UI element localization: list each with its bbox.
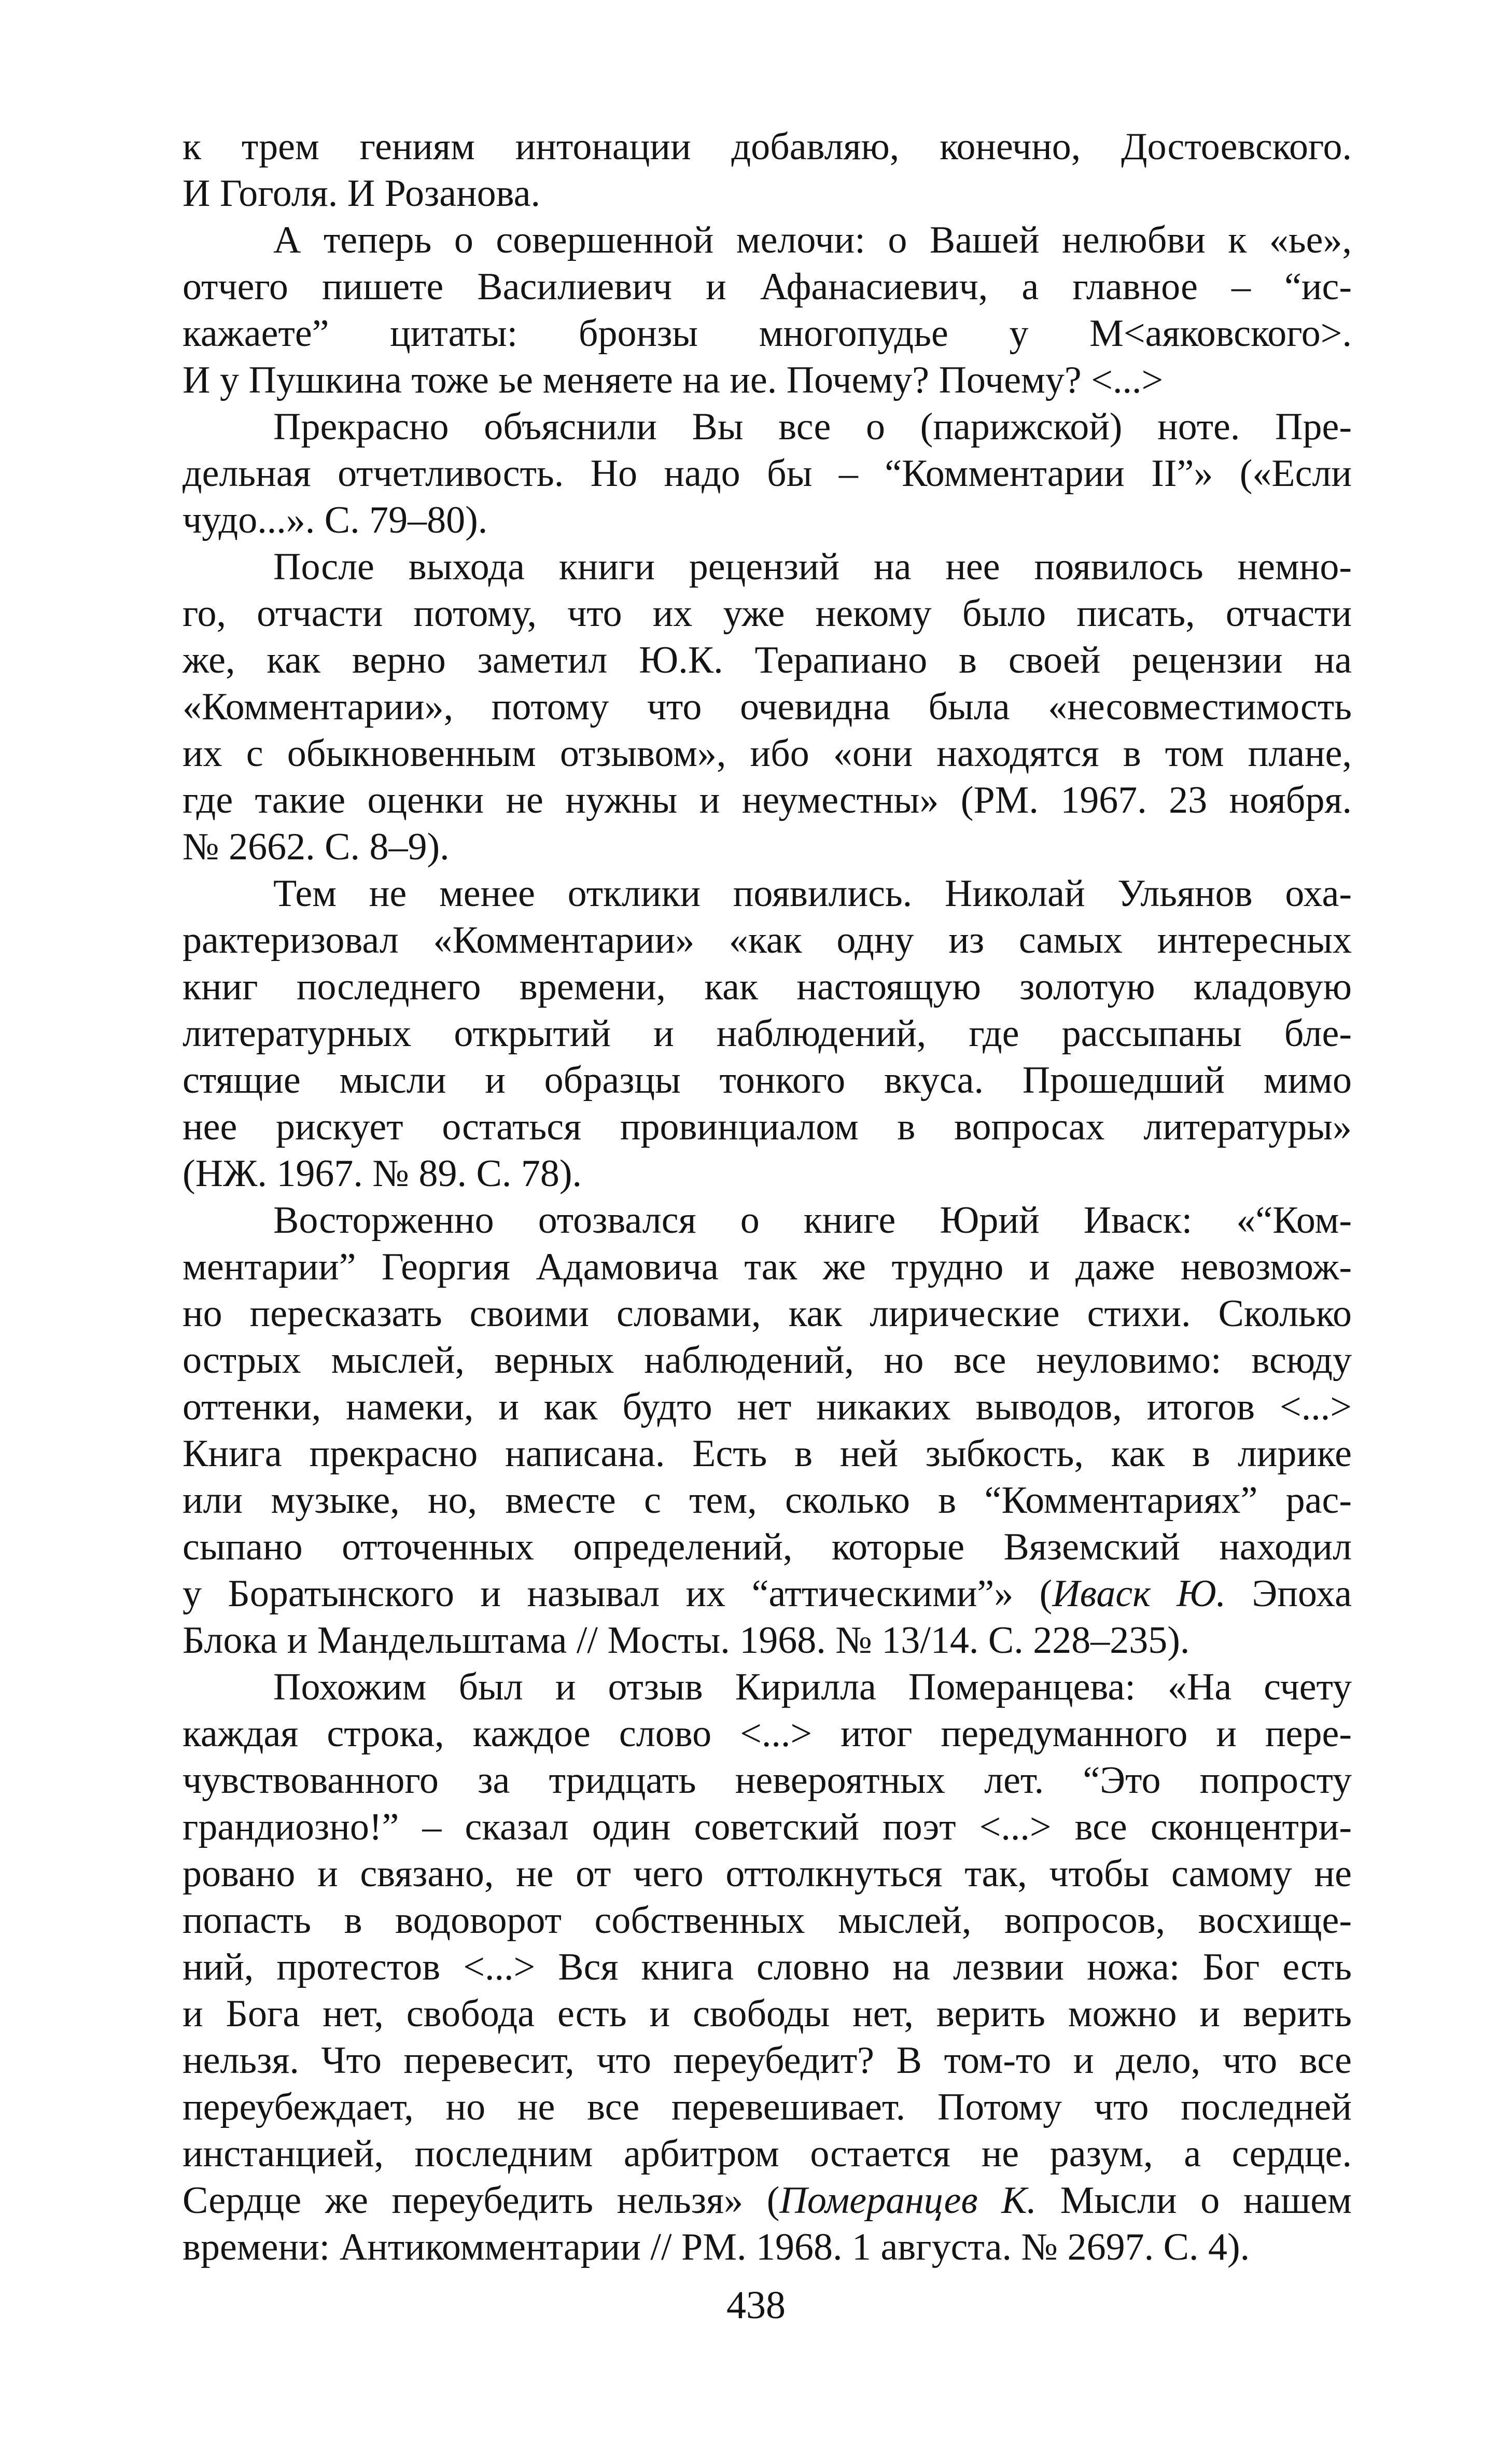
paragraph <box>183 403 1352 544</box>
text-line: Книга прекрасно написана. Есть в ней зыбкость, как в лирике <box>183 1432 1352 1475</box>
text-line: «Комментарии», потому что очевидна была «несовместимость <box>183 686 1352 728</box>
text-line: рактеризовал «Комментарии» «как одну из самых интересных <box>183 919 1352 962</box>
text-line: А теперь о совершенной мелочи: о Вашей нелюбви к «ье», <box>273 219 1352 261</box>
text-line: нее рискует остаться провинциалом в вопросах литературы» <box>183 1106 1352 1148</box>
text-line: нельзя. Что перевесит, что переубедит? В том-то и дело, что все <box>183 2039 1352 2082</box>
text-line: же, как верно заметил Ю.К. Терапиано в своей рецензии на <box>183 639 1352 681</box>
text-line: где такие оценки не нужны и неуместны» (РМ. 1967. 23 ноября. <box>183 779 1352 821</box>
text-line: чувствованного за тридцать невероятных лет. “Это попросту <box>183 1759 1352 1802</box>
paragraph <box>183 1664 1352 2270</box>
text-line: каждая строка, каждое слово <...> итог передуманного и пере- <box>183 1712 1352 1755</box>
text-line: переубеждает, но не все перевешивает. Потому что последней <box>183 2086 1352 2128</box>
text-line: кажаете” цитаты: бронзы многопудье у М<аяковского>. <box>183 312 1352 355</box>
text-line: и Бога нет, свобода есть и свободы нет, верить можно и верить <box>183 1993 1352 2035</box>
page-number: 438 <box>726 2283 786 2327</box>
text-line: стящие мысли и образцы тонкого вкуса. Прошедший мимо <box>183 1059 1352 1102</box>
text-line: но пересказать своими словами, как лирические стихи. Сколько <box>183 1292 1352 1335</box>
text-line: их с обыкновенным отзывом», ибо «они находятся в том плане, <box>183 732 1352 775</box>
text-line: у Боратынского и называл их “аттическими”» (Иваск Ю. Эпоха <box>183 1572 1352 1615</box>
text-line: Сердце же переубедить нельзя» (Померанцев К. Мысли о нашем <box>183 2179 1352 2222</box>
text-line: Тем не менее отклики появились. Николай Ульянов оха- <box>273 872 1352 915</box>
text-line: (НЖ. 1967. № 89. С. 78). <box>183 1152 582 1195</box>
text-line: чудо...». С. 79–80). <box>183 499 488 541</box>
paragraph <box>183 217 1352 403</box>
text-line: Блока и Мандельштама // Мосты. 1968. № 13/14. С. 228–235). <box>183 1619 1190 1662</box>
text-line: к трем гениям интонации добавляю, конечно, Достоевского. <box>183 126 1352 168</box>
text-line: книг последнего времени, как настоящую золотую кладовую <box>183 966 1352 1008</box>
text-line: ровано и связано, не от чего оттолкнуться так, чтобы самому не <box>183 1852 1352 1895</box>
text-line: И Гоголя. И Розанова. <box>183 172 540 215</box>
paragraph <box>183 1197 1352 1664</box>
text-line: Восторженно отозвался о книге Юрий Иваск: «“Ком- <box>273 1199 1352 1242</box>
text-line: попасть в водоворот собственных мыслей, вопросов, восхище- <box>183 1899 1352 1942</box>
text-line: оттенки, намеки, и как будто нет никаких выводов, итогов <...> <box>183 1386 1352 1428</box>
text-line: дельная отчетливость. Но надо бы – “Комментарии II”» («Если <box>183 452 1352 495</box>
text-line: грандиозно!” – сказал один советский поэт <...> все сконцентри- <box>183 1806 1352 1848</box>
text-line: или музыке, но, вместе с тем, сколько в “Комментариях” рас- <box>183 1479 1352 1522</box>
text-line: сыпано отточенных определений, которые Вяземский находил <box>183 1526 1352 1568</box>
paragraph <box>183 544 1352 870</box>
text-line: времени: Антикомментарии // РМ. 1968. 1 августа. № 2697. С. 4). <box>183 2226 1250 2268</box>
text-line: ментарии” Георгия Адамовича так же трудно и даже невозмож- <box>183 1246 1352 1288</box>
text-line: ний, протестов <...> Вся книга словно на лезвии ножа: Бог есть <box>183 1946 1352 1988</box>
text-line: Похожим был и отзыв Кирилла Померанцева: «На счету <box>273 1666 1352 1708</box>
text-line: Прекрасно объяснили Вы все о (парижской) ноте. Пре- <box>273 406 1352 448</box>
text-line: го, отчасти потому, что их уже некому было писать, отчасти <box>183 592 1352 635</box>
paragraph <box>183 870 1352 1197</box>
text-line: После выхода книги рецензий на нее появилось немно- <box>273 546 1352 588</box>
text-line: отчего пишете Василиевич и Афанасиевич, а главное – “ис- <box>183 266 1352 308</box>
text-line: № 2662. С. 8–9). <box>183 826 450 868</box>
text-line: литературных открытий и наблюдений, где рассыпаны бле- <box>183 1012 1352 1055</box>
text-line: И у Пушкина тоже ье меняете на ие. Почему? Почему? <...> <box>183 359 1164 401</box>
body-text <box>183 123 1352 2270</box>
text-line: острых мыслей, верных наблюдений, но все неуловимо: всюду <box>183 1339 1352 1382</box>
paragraph <box>183 123 1352 217</box>
text-line: инстанцией, последним арбитром остается не разум, а сердце. <box>183 2133 1352 2175</box>
